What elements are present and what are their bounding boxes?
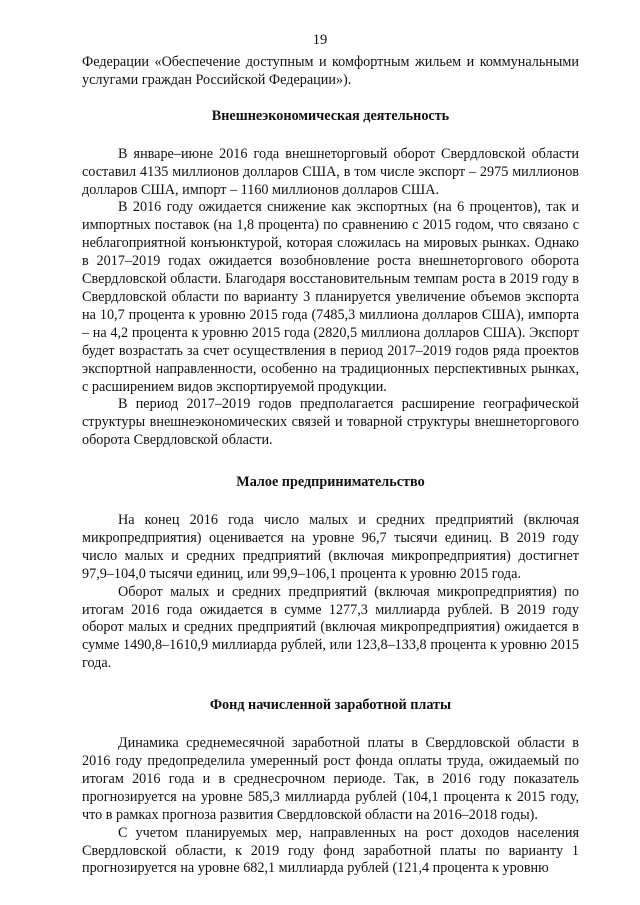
paragraph: Динамика среднемесячной заработной платы в Свердловской области в 2016 году предопределила умеренный рост фонда оплаты труда, ожидаемый по итогам 2016 года и в среднесрочном периоде. Так, в 2016 году показатель прогнозируется на уровне 585,3 миллиарда рублей (104,1 процента к 2015 году, что в рамках прогноза развития Свердловской области на 2016–2018 годы). <box>82 735 579 823</box>
paragraph: В январе–июне 2016 года внешнеторговый оборот Свердловской области составил 4135 миллионов долларов США, в том числе экспорт – 2975 миллионов долларов США, импорт – 1160 миллионов долларов США. <box>82 145 579 198</box>
paragraph: На конец 2016 года число малых и средних предприятий (включая микропредприятия) оценивается на уровне 96,7 тысячи единиц. В 2019 году число малых и средних предприятий (включая микропредприятия) достигнет 97,9–104,0 тысячи единиц, или 99,9–106,1 процента к уровню 2015 года. <box>82 512 579 582</box>
section-payroll-fund <box>82 697 579 878</box>
intro-paragraph: Федерации «Обеспечение доступным и комфортным жильем и коммунальными услугами граждан Российской Федерации»). <box>82 54 579 88</box>
paragraph: В 2016 году ожидается снижение как экспортных (на 6 процентов), так и импортных поставок (на 1,8 процента) по сравнению с 2015 годом, что связано с неблагоприятной конъюнктурой, которая сложилась на мировых рынках. Однако в 2017–2019 годах ожидается возобновление роста внешнеторгового оборота Свердловской области. Благодаря восстановительным темпам роста в 2019 году в Свердловской области по варианту 3 планируется увеличение объемов экспорта на 10,7 процента к уровню 2015 года (7485,3 миллиона долларов США), импорта – на 4,2 процента к уровню 2015 года (2820,5 миллиона долларов США). Экспорт будет возрастать за счет осуществления в период 2017–2019 годов ряда проектов экспортной направленности, особенно на традиционных перспективных рынках, с расширением видов экспортируемой продукции. <box>82 199 579 395</box>
section-heading-small-business: Малое предпринимательство <box>236 474 425 491</box>
section-heading-payroll-fund: Фонд начисленной заработной платы <box>209 697 452 714</box>
section-small-business <box>82 474 579 673</box>
paragraph: Оборот малых и средних предприятий (включая микропредприятия) по итогам 2016 года ожидается в сумме 1277,3 миллиарда рублей. В 2019 году оборот малых и средних предприятий (включая микропредприятия) ожидается в сумме 1490,8–1610,9 миллиарда рублей, или 123,8–133,8 процента к уровню 2015 года. <box>82 583 579 672</box>
section-heading-foreign-trade: Внешнеэкономическая деятельность <box>211 107 450 124</box>
paragraph: С учетом планируемых мер, направленных на рост доходов населения Свердловской области, к 2019 году фонд заработной платы по варианту 1 прогнозируется на уровне 682,1 миллиарда рублей (121,4 процента к уровню <box>82 824 579 877</box>
section-foreign-trade <box>82 108 579 450</box>
page-number: 19 <box>312 32 328 48</box>
paragraph: В период 2017–2019 годов предполагается расширение географической структуры внешнеэкономических связей и товарной структуры внешнеторгового оборота Свердловской области. <box>82 396 579 449</box>
document-body <box>82 54 579 878</box>
